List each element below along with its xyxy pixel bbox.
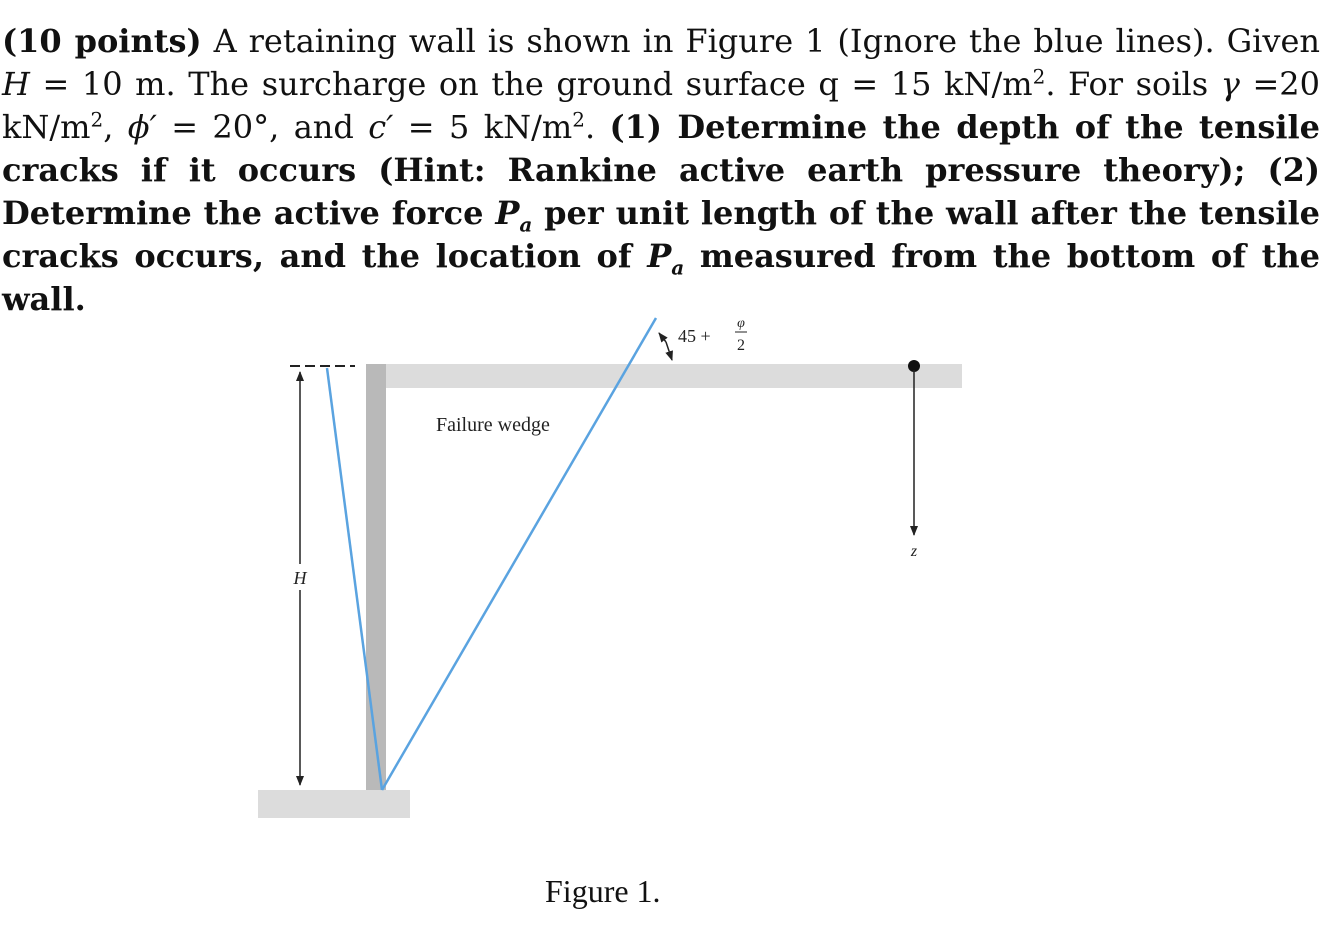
points-label: (10 points) — [2, 22, 202, 60]
cohesion-variable: c′ — [368, 108, 394, 146]
H-variable: H — [2, 65, 30, 103]
question-text: (1) Determine the depth of the tensile cracks if it occurs (Hint: Rankine active earth pressure theory); (2) Determine the active force $P_a$ per unit length of the wall after the tensile cracks occurs, and the location of $P_a$ measured from the bottom of the wall. — [2, 108, 1321, 318]
angle-arrow-upper — [659, 333, 666, 342]
failure-wedge-label: Failure wedge — [436, 414, 550, 436]
problem-statement: (10 points) A retaining wall is shown in Figure 1 (Ignore the blue lines). Given H = 10 m. The surcharge on the ground surface q = 15 $kN/m^2$. For soils γ =20 $kN/m^2$, ϕ′ = 20°, and c′ = 5 $kN/m^2$. (1) Determine the depth of the tensile cracks if it occurs (Hint: Rankine active earth pressure theory); (2) Determine the active force $P_a$ per unit length of the wall after the tensile cracks occurs, and the location of $P_a$ measured from the bottom of the wall. — [2, 22, 1321, 318]
angle-prefix: 45 + — [678, 326, 711, 346]
base-ground — [258, 790, 410, 818]
failure-plane-line — [382, 318, 656, 790]
angle-arrow-lower — [666, 342, 672, 360]
angle-denominator: 2 — [737, 337, 745, 354]
H-label: H — [293, 568, 307, 588]
angle-numerator: φ — [737, 316, 745, 331]
figure-1 — [0, 290, 1334, 934]
retaining-wall-diagram — [0, 290, 1334, 934]
figure-caption: Figure 1. — [545, 873, 661, 909]
z-label: z — [910, 543, 918, 560]
phi-variable: ϕ′ — [127, 108, 157, 146]
gamma-variable: γ — [1220, 65, 1240, 103]
retaining-wall — [366, 364, 386, 790]
ground-surface — [366, 364, 962, 388]
